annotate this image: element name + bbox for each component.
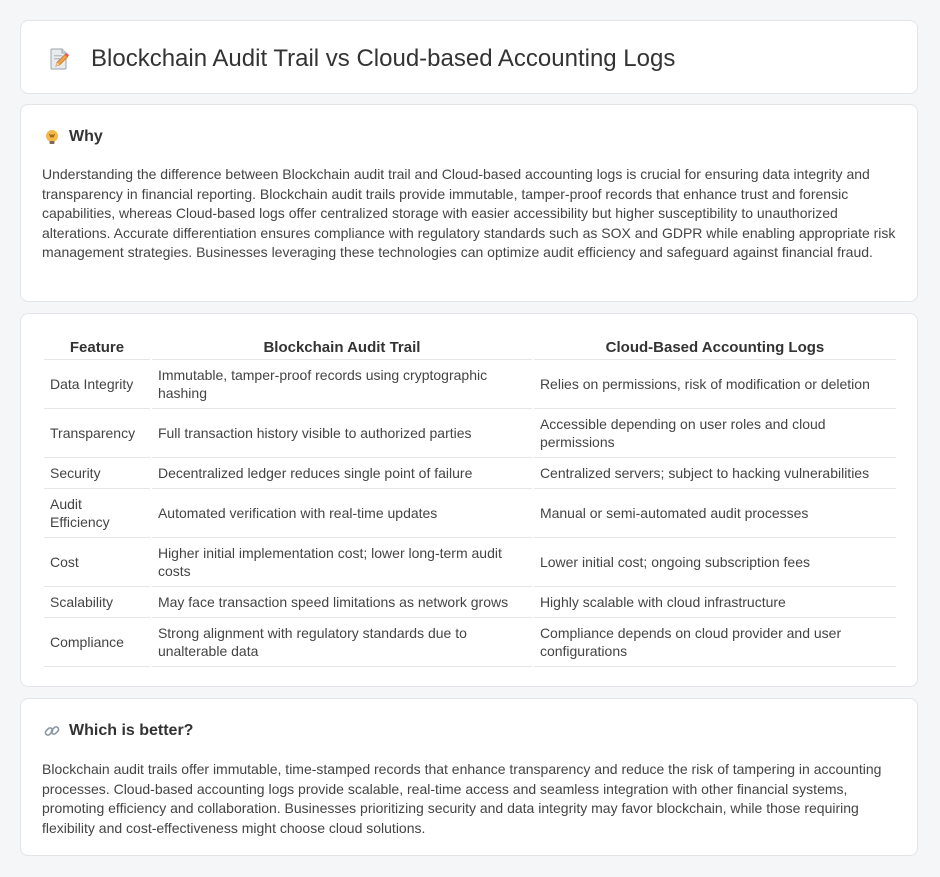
better-heading: Which is better? <box>69 722 194 739</box>
blockchain-cell: Automated verification with real-time updates <box>152 489 532 538</box>
blockchain-cell: Higher initial implementation cost; lower long-term audit costs <box>152 538 532 587</box>
feature-cell: Transparency <box>44 409 150 458</box>
comparison-section <box>20 313 918 687</box>
why-heading: Why <box>69 128 103 145</box>
why-section <box>20 104 918 302</box>
header-feature: Feature <box>44 335 150 360</box>
feature-cell: Audit Efficiency <box>44 489 150 538</box>
feature-cell: Data Integrity <box>44 360 150 409</box>
cloud-cell: Centralized servers; subject to hacking vulnerabilities <box>534 458 896 489</box>
feature-cell: Security <box>44 458 150 489</box>
lightbulb-icon <box>43 128 61 146</box>
better-text: Blockchain audit trails offer immutable, time-stamped records that enhance transparency and reduce the risk of tampering in accounting processes. Cloud-based accounting logs provide scalable, real-time access and seamless integration with other financial systems, promoting efficiency and collaboration. Businesses prioritizing security and data integrity may favor blockchain, while those requiring flexibility and cost-effectiveness might choose cloud solutions. <box>42 761 882 836</box>
table-row <box>44 360 896 409</box>
cloud-cell: Highly scalable with cloud infrastructure <box>534 587 896 618</box>
cloud-cell: Relies on permissions, risk of modification or deletion <box>534 360 896 409</box>
blockchain-cell: Decentralized ledger reduces single point of failure <box>152 458 532 489</box>
cloud-cell: Compliance depends on cloud provider and user configurations <box>534 618 896 667</box>
which-better-section <box>20 698 918 856</box>
cloud-cell: Accessible depending on user roles and cloud permissions <box>534 409 896 458</box>
feature-cell: Scalability <box>44 587 150 618</box>
comparison-table <box>42 335 898 667</box>
title-card <box>20 20 918 94</box>
why-text: Understanding the difference between Blockchain audit trail and Cloud-based accounting logs is crucial for ensuring data integrity and transparency in financial reporting. Blockchain audit trails provide immutable, tamper-proof records that enhance trust and forensic capabilities, whereas Cloud-based logs offer centralized storage with easier accessibility but higher susceptibility to unauthorized alterations. Accurate differentiation ensures compliance with regulatory standards such as SOX and GDPR while enabling appropriate risk management strategies. Businesses leveraging these technologies can optimize audit efficiency and safeguard against financial fraud. <box>42 166 896 260</box>
table-header-row <box>44 335 896 360</box>
link-icon <box>43 722 61 740</box>
cloud-cell: Lower initial cost; ongoing subscription fees <box>534 538 896 587</box>
blockchain-cell: May face transaction speed limitations as network grows <box>152 587 532 618</box>
feature-cell: Cost <box>44 538 150 587</box>
table-row <box>44 409 896 458</box>
feature-cell: Compliance <box>44 618 150 667</box>
page-title: Blockchain Audit Trail vs Cloud-based Accounting Logs <box>91 45 676 72</box>
table-row <box>44 618 896 667</box>
blockchain-cell: Immutable, tamper-proof records using cryptographic hashing <box>152 360 532 409</box>
document-pencil-icon <box>47 47 71 71</box>
better-heading-row <box>43 721 193 741</box>
table-row <box>44 538 896 587</box>
cloud-cell: Manual or semi-automated audit processes <box>534 489 896 538</box>
blockchain-cell: Full transaction history visible to authorized parties <box>152 409 532 458</box>
table-row <box>44 489 896 538</box>
blockchain-cell: Strong alignment with regulatory standards due to unalterable data <box>152 618 532 667</box>
header-cloud: Cloud-Based Accounting Logs <box>534 335 896 360</box>
table-row <box>44 458 896 489</box>
table-row <box>44 587 896 618</box>
why-heading-row <box>43 127 103 147</box>
header-blockchain: Blockchain Audit Trail <box>152 335 532 360</box>
